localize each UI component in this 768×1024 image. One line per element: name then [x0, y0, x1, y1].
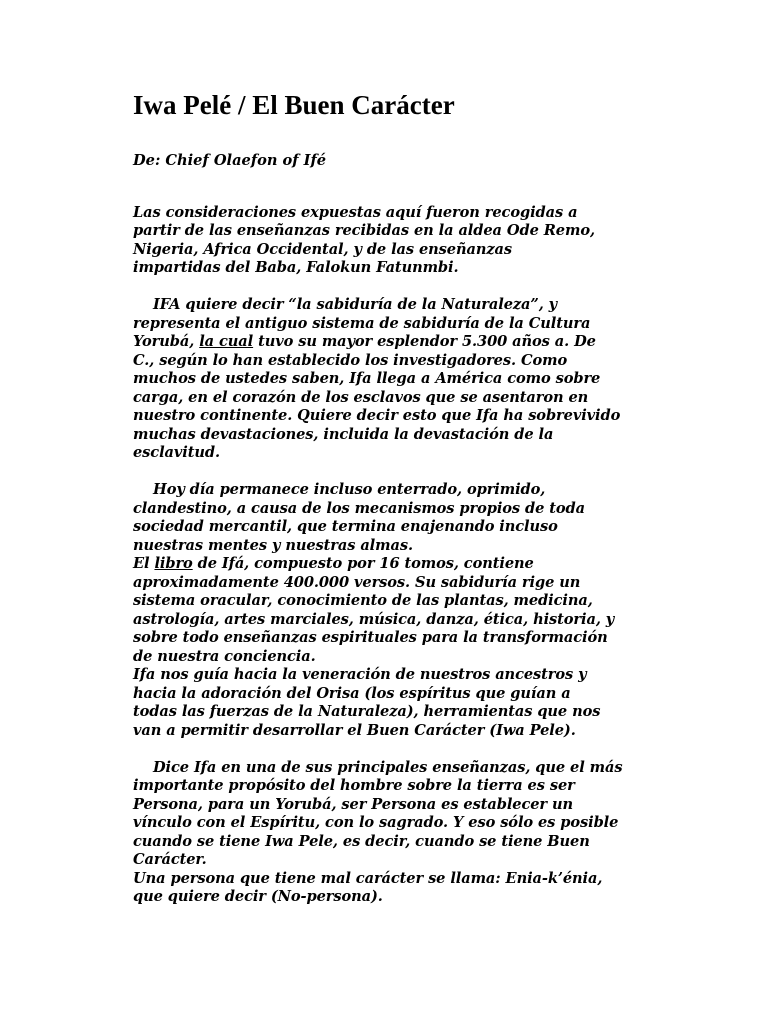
text-line: sobre todo enseñanzas espirituales para la transformación — [133, 629, 608, 646]
text-line: Persona, para un Yorubá, ser Persona es establecer un — [133, 795, 574, 813]
text-line: Las consideraciones expuestas aquí fueron recogidas a — [133, 203, 578, 221]
paragraph-purpose — [133, 759, 643, 907]
text-line: sociedad mercantil, que termina enajenando incluso — [133, 518, 558, 535]
author-line: De: Chief Olaefon of Ifé — [133, 152, 327, 169]
text-line: nuestras mentes y nuestras almas. — [133, 536, 413, 554]
text-line: Yorubá, la cual tuvo su mayor esplendor 5.300 años a. De — [133, 333, 596, 350]
text-line: Una persona que tiene mal carácter se llama: Enia-k’énia, — [133, 869, 603, 887]
text-line: representa el antiguo sistema de sabiduría de la Cultura — [133, 314, 591, 332]
document-page — [133, 86, 643, 907]
underlined-text: libro — [154, 555, 193, 572]
text-line: Ifa nos guía hacia la veneración de nuestros ancestros y — [133, 666, 587, 683]
text-line: clandestino, a causa de los mecanismos propios de toda — [133, 499, 586, 517]
text-line: carga, en el corazón de los esclavos que se asentaron en — [133, 388, 589, 406]
text-line: que quiere decir (No-persona). — [133, 888, 383, 905]
text-line: Hoy día permanece incluso enterrado, oprimido, — [153, 481, 546, 498]
text-line: C., según lo han establecido los investigadores. Como — [133, 351, 568, 369]
paragraph-intro — [133, 204, 643, 278]
text-line: esclavitud. — [133, 444, 220, 461]
text-line: van a permitir desarrollar el Buen Carácter (Iwa Pele). — [133, 721, 576, 739]
text-line: astrología, artes marciales, música, danza, ética, historia, y — [133, 610, 615, 628]
underlined-text: la cual — [199, 333, 254, 350]
paragraph-ifa-meaning — [133, 296, 643, 463]
text-line: El libro de Ifá, compuesto por 16 tomos, contiene — [133, 555, 534, 572]
text-line: cuando se tiene Iwa Pele, es decir, cuando se tiene Buen — [133, 832, 590, 850]
paragraph-today — [133, 481, 643, 740]
text-line: hacia la adoración del Orisa (los espíritus que guían a — [133, 684, 571, 702]
text-line: importante propósito del hombre sobre la tierra es ser — [133, 777, 575, 794]
text-line: Nigeria, Africa Occidental, y de las enseñanzas — [133, 240, 513, 258]
text-line: todas las fuerzas de la Naturaleza), herramientas que nos — [133, 703, 601, 720]
text-line: de nuestra conciencia. — [133, 647, 316, 665]
text-line: partir de las enseñanzas recibidas en la aldea Ode Remo, — [133, 222, 595, 239]
text-line: vínculo con el Espíritu, con lo sagrado. Y eso sólo es posible — [133, 814, 619, 831]
text-line: sistema oracular, conocimiento de las plantas, medicina, — [133, 592, 593, 609]
text-line: muchas devastaciones, incluida la devastación de la — [133, 425, 554, 443]
text-line: aproximadamente 400.000 versos. Su sabiduría rige un — [133, 573, 581, 591]
text-line: impartidas del Baba, Falokun Fatunmbi. — [133, 259, 459, 276]
text-line: Dice Ifa en una de sus principales enseñanzas, que el más — [153, 758, 623, 776]
text-line: IFA quiere decir “la sabiduría de la Naturaleza”, y — [153, 296, 558, 313]
text-line: Carácter. — [133, 851, 207, 868]
text-line: muchos de ustedes saben, Ifa llega a América como sobre — [133, 370, 601, 387]
text-line: nuestro continente. Quiere decir esto que Ifa ha sobrevivido — [133, 407, 621, 424]
document-title: Iwa Pelé / El Buen Carácter — [133, 90, 455, 120]
